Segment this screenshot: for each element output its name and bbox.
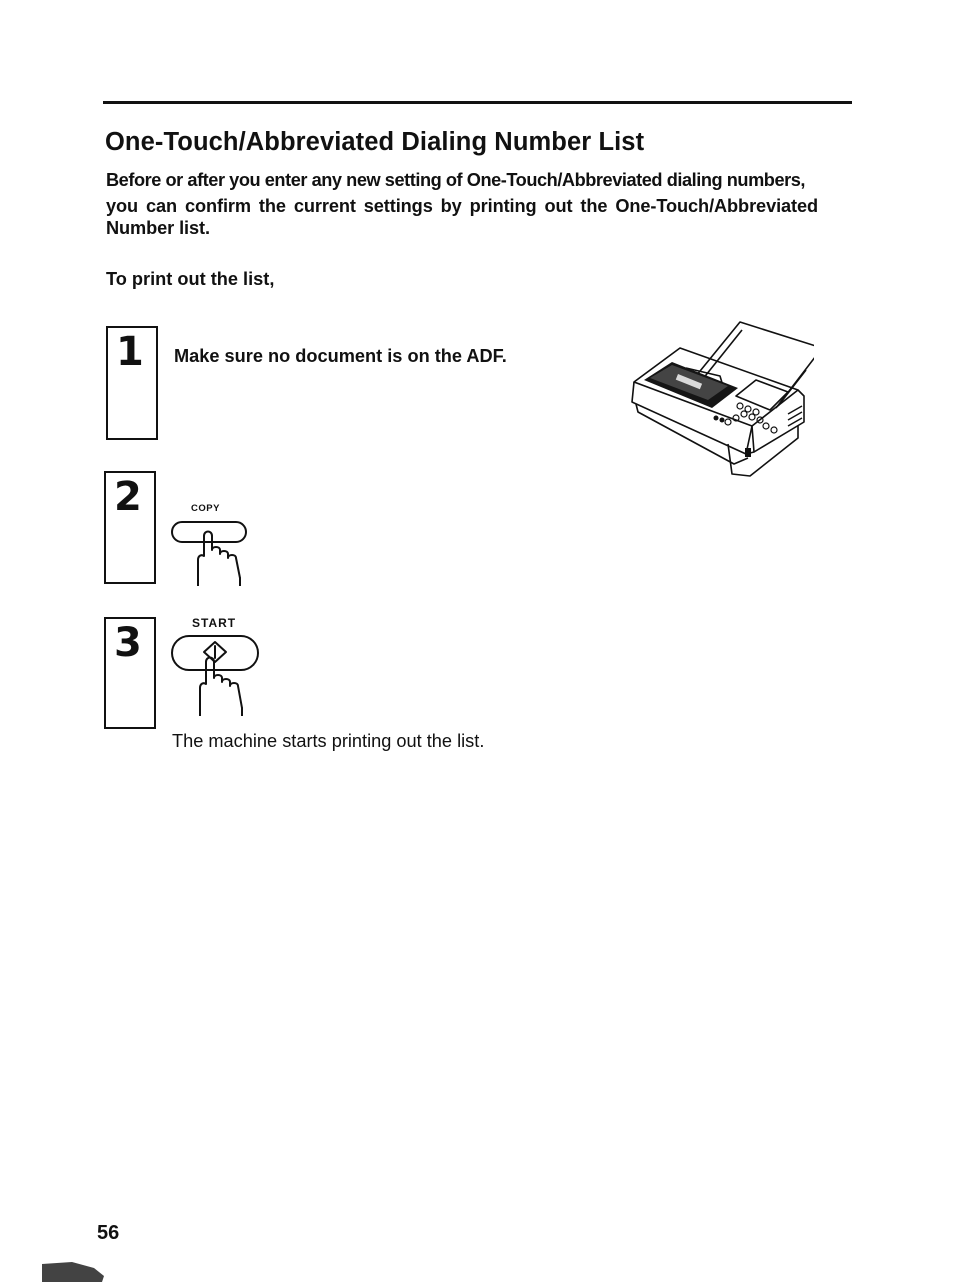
- step-1-box: [106, 326, 158, 440]
- step-3-result-text: The machine starts printing out the list.: [172, 731, 485, 751]
- fax-machine-icon: [628, 318, 814, 480]
- copy-key-press-icon: [168, 516, 252, 586]
- intro-line-2: you can confirm the current settings by printing out the One-Touch/Abbreviated: [106, 196, 819, 216]
- step-3-number: 3: [114, 620, 142, 666]
- step-2-box: [104, 471, 156, 584]
- scan-smudge: [42, 1258, 106, 1282]
- step-2-number: 2: [114, 474, 142, 520]
- step-1-text: Make sure no document is on the ADF.: [174, 346, 507, 366]
- copy-key-label: COPY: [191, 503, 220, 514]
- top-rule: [103, 101, 852, 104]
- lead-text: To print out the list,: [106, 269, 275, 289]
- step-1-number: 1: [116, 329, 144, 375]
- intro-line-1: Before or after you enter any new setting of One-Touch/Abbreviated dialing numbers,: [106, 170, 806, 190]
- page-number: 56: [97, 1222, 120, 1244]
- start-key-label: START: [192, 616, 237, 630]
- page-title: One-Touch/Abbreviated Dialing Number List: [105, 128, 645, 156]
- step-3-box: [104, 617, 156, 729]
- start-key-press-icon: [168, 632, 264, 716]
- intro-line-3: Number list.: [106, 218, 210, 238]
